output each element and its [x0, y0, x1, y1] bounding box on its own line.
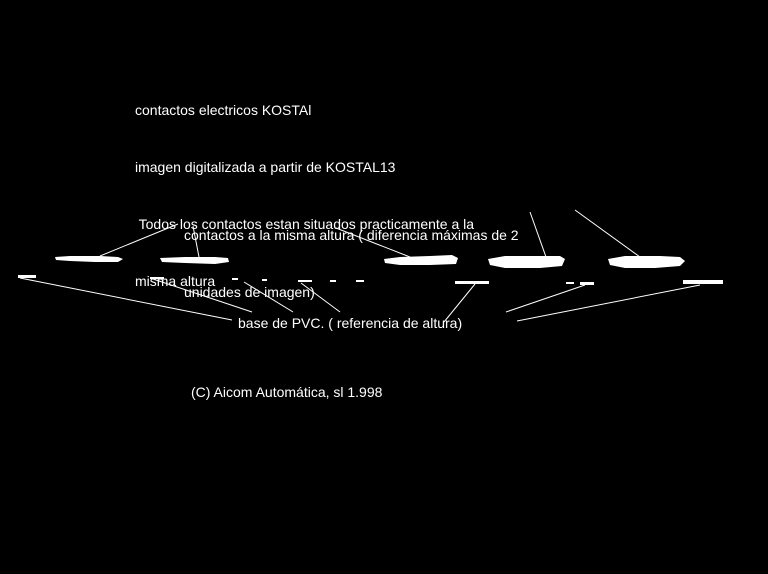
header-line-4: misma altura — [135, 273, 216, 289]
header-line-3: Todos los contactos estan situados practicamente a la — [135, 216, 475, 232]
base-speck — [566, 282, 574, 284]
leader-line — [575, 210, 640, 257]
leader-line — [517, 285, 700, 321]
base-speck — [580, 282, 594, 285]
base-label: base de PVC. ( referencia de altura) — [238, 315, 463, 331]
contacts-label-line-1: contactos a la misma altura ( diferencia máximas de 2 — [184, 227, 519, 243]
copyright-notice: (C) Aicom Automática, sl 1.998 — [191, 384, 383, 400]
header-line-2: imagen digitalizada a partir de KOSTAL13 — [135, 159, 396, 175]
contact-5 — [608, 256, 685, 268]
contact-1 — [55, 256, 123, 262]
contacts-label-line-2: unidades de imagen) — [184, 284, 315, 300]
contacts-label — [184, 188, 519, 321]
base-speck — [18, 275, 36, 278]
leader-line — [530, 212, 546, 257]
header-line-1: contactos electricos KOSTAl — [135, 102, 312, 118]
base-speck — [683, 280, 723, 284]
